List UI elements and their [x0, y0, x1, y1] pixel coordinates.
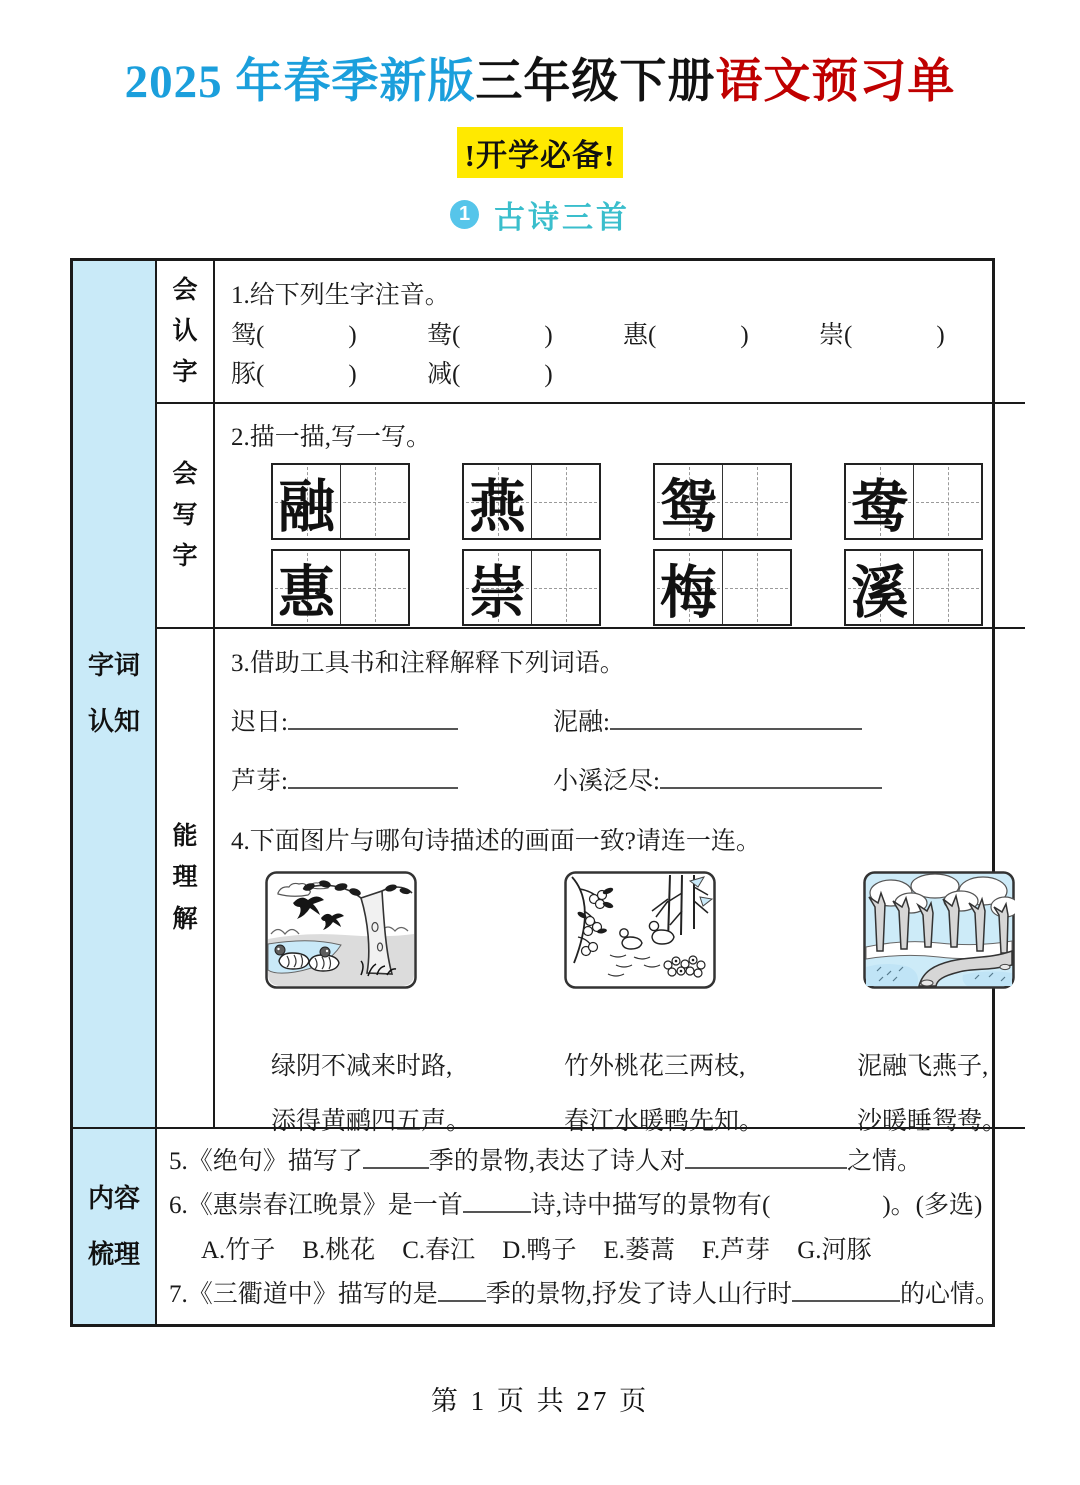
answer-blank — [288, 761, 458, 789]
question-text: 季的景物,抒发了诗人山行时 — [485, 1280, 793, 1308]
question-text: 之情。 — [847, 1148, 923, 1176]
section-heading — [0, 192, 1080, 237]
paren-open: ( — [256, 321, 265, 349]
pinyin-item — [427, 315, 623, 351]
writing-box — [653, 463, 792, 540]
writing-box — [271, 463, 410, 540]
pinyin-item — [623, 315, 819, 351]
paren-close: ) — [348, 321, 357, 349]
writing-grid-row — [271, 549, 1015, 626]
row-label-cell-write — [157, 402, 215, 627]
answer-blank — [660, 761, 882, 789]
poem-line: 沙暖睡鸳鸯。 — [857, 1108, 1008, 1135]
question-2-cell — [215, 402, 1025, 627]
writing-grid-row — [271, 463, 1015, 540]
poem-line: 泥融飞燕子, — [857, 1053, 989, 1080]
answer-blank — [288, 702, 458, 730]
term-label: 泥融: — [553, 709, 610, 736]
question-text: 季的景物,表达了诗人对 — [428, 1148, 686, 1176]
row-label-recognize-characters: 会认字 — [172, 275, 198, 387]
title-edition-segment: 2025 年春季新版 — [124, 56, 476, 108]
poem-line: 绿阴不减来时路, — [271, 1053, 453, 1080]
question-text: 7.《三衢道中》描写的是 — [169, 1280, 438, 1308]
question-6 — [169, 1185, 1013, 1221]
writing-box — [844, 463, 983, 540]
trace-character: 溪 — [851, 561, 908, 625]
sidebar-cell-word-cognition — [73, 261, 157, 1127]
question-text: 的心情。 — [900, 1280, 1001, 1308]
swallows-and-mandarin-ducks-image — [265, 871, 417, 989]
page-title — [0, 44, 1080, 111]
poem-line: 添得黄鹂四五声。 — [271, 1108, 472, 1135]
paren-close: ) — [544, 321, 553, 349]
term-label: 芦芽: — [231, 768, 288, 795]
pinyin-item — [231, 354, 427, 390]
term-label: 小溪泛尽: — [553, 768, 660, 795]
question-6-options — [169, 1230, 1013, 1266]
trace-character: 融 — [278, 475, 335, 539]
question-text: 5.《绝句》描写了 — [169, 1148, 363, 1176]
trace-character: 惠 — [278, 561, 335, 625]
pinyin-row — [231, 354, 1015, 390]
answer-blank — [438, 1274, 486, 1302]
title-subject-segment: 语文预习单 — [715, 56, 956, 108]
pinyin-item — [427, 354, 623, 390]
matching-images-row — [231, 871, 1017, 989]
paren-close: ) — [740, 321, 749, 349]
question-7 — [169, 1274, 1013, 1310]
pinyin-char: 鸯 — [427, 321, 453, 349]
row-label-comprehend: 能理解 — [172, 822, 198, 933]
highlight-banner: !开学必备! — [457, 127, 624, 178]
question-1-cell — [215, 261, 1025, 402]
pinyin-char: 崇 — [819, 321, 845, 349]
option-item: B.桃花 — [302, 1236, 376, 1264]
trace-character: 梅 — [660, 561, 717, 625]
pinyin-item — [819, 315, 1015, 351]
sidebar-cell-content-review — [73, 1127, 157, 1324]
row-label-write-characters: 会写字 — [172, 459, 198, 571]
term-label: 迟日: — [231, 709, 288, 736]
title-grade-segment: 三年级下册 — [475, 56, 716, 108]
page-number-indicator: 第 1 页 共 27 页 — [430, 1386, 650, 1416]
trace-character: 鸳 — [660, 475, 717, 539]
question-text: 6.《惠崇春江晚景》是一首 — [169, 1192, 463, 1220]
forest-path-image — [863, 871, 1015, 989]
question-1-prompt: 1.给下列生字注音。 — [231, 282, 450, 309]
question-text: )。(多选) — [882, 1192, 983, 1220]
sidebar-label-word-cognition: 字词认知 — [87, 650, 140, 736]
writing-box — [653, 549, 792, 626]
pinyin-char: 鸳 — [231, 321, 257, 349]
paren-open: ( — [452, 361, 461, 388]
answer-blank — [792, 1274, 900, 1302]
row-label-cell-recognize — [157, 261, 215, 402]
pinyin-item — [231, 315, 427, 351]
pinyin-char: 减 — [427, 361, 453, 388]
poem-line: 春江水暖鸭先知。 — [564, 1108, 765, 1135]
option-item: C.春江 — [402, 1236, 476, 1264]
option-item: F.芦芽 — [702, 1236, 771, 1264]
writing-box — [271, 549, 410, 626]
paren-close: ) — [348, 361, 357, 388]
worksheet-table — [70, 258, 1008, 1327]
pinyin-char: 惠 — [623, 321, 649, 349]
trace-character: 鸯 — [851, 475, 908, 539]
question-text: 诗,诗中描写的景物有( — [530, 1192, 771, 1220]
option-item: G.河豚 — [797, 1236, 872, 1264]
option-item: E.蒌蒿 — [603, 1236, 676, 1264]
paren-open: ( — [256, 361, 265, 388]
section-number-badge: 1 — [450, 200, 479, 229]
answer-blank — [363, 1141, 429, 1169]
writing-box — [462, 463, 601, 540]
paren-close: ) — [936, 321, 945, 349]
sidebar-label-content-review: 内容梳理 — [87, 1182, 140, 1269]
writing-box — [844, 549, 983, 626]
definition-row — [231, 702, 1017, 738]
question-3-prompt: 3.借助工具书和注释解释下列词语。 — [231, 650, 625, 677]
section-title: 古诗三首 — [494, 200, 630, 235]
trace-character: 崇 — [469, 561, 526, 625]
trace-character: 燕 — [469, 475, 526, 539]
option-item: D.鸭子 — [502, 1236, 577, 1264]
pinyin-row — [231, 315, 1015, 351]
paren-open: ( — [452, 321, 461, 349]
answer-blank — [610, 702, 862, 730]
question-3-4-cell — [215, 627, 1025, 1135]
paren-open: ( — [648, 321, 657, 349]
poem-line: 竹外桃花三两枝, — [564, 1053, 746, 1080]
answer-blank — [685, 1141, 847, 1169]
paren-close: ) — [544, 361, 553, 388]
paren-open: ( — [844, 321, 853, 349]
pinyin-char: 豚 — [231, 361, 257, 388]
writing-box — [462, 549, 601, 626]
question-2-prompt: 2.描一描,写一写。 — [231, 424, 432, 451]
peach-blossom-and-ducks-image — [564, 871, 716, 989]
option-item: A.竹子 — [201, 1236, 276, 1264]
question-5 — [169, 1141, 1013, 1177]
question-4-prompt: 4.下面图片与哪句诗描述的画面一致?请连一连。 — [231, 828, 761, 855]
answer-blank — [463, 1185, 531, 1213]
question-5-7-cell — [157, 1127, 1025, 1324]
definition-row — [231, 761, 1017, 797]
row-label-cell-comprehend — [157, 627, 215, 1127]
